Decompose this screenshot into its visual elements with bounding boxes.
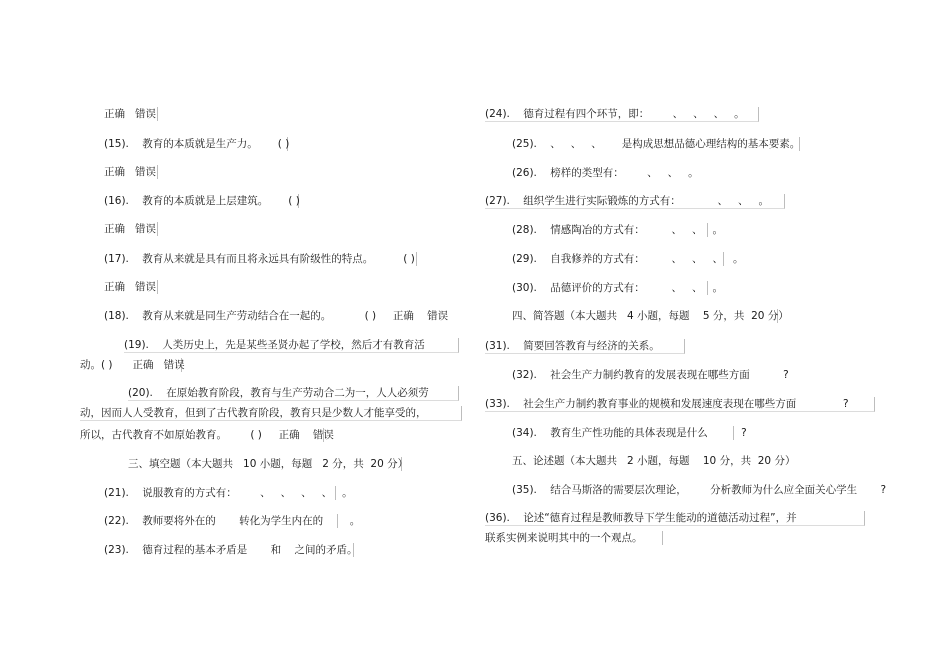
question-24: (24). 德育过程有四个环节，即： 、 、 、 。: [485, 107, 759, 122]
question-31: (31). 简要回答教育与经济的关系。: [485, 339, 685, 354]
question-16: (16). 教育的本质就是上层建筑。 ( ): [104, 195, 300, 207]
question-20-line1: (20). 在原始教育阶段，教育与生产劳动合二为一，人人必须劳: [128, 386, 459, 401]
question-19-line1: (19). 人类历史上，先是某些圣贤办起了学校，然后才有教育活: [124, 338, 459, 353]
question-32: (32). 社会生产力制约教育的发展表现在哪些方面 ?: [512, 369, 789, 381]
question-17: (17). 教育从来就是具有而且将永远具有阶级性的特点。 ( ): [104, 252, 417, 266]
question-29: (29). 自我修养的方式有： 、 、 、 。: [512, 253, 744, 265]
answer-options-15: 正确 错误: [104, 166, 157, 178]
question-18: (18). 教育从来就是同生产劳动结合在一起的。 ( ) 正确 错误: [104, 310, 449, 322]
question-30: (30). 品德评价的方式有： 、 、 。: [512, 282, 723, 294]
question-19-line2: 动。( ) 正确 错误: [80, 359, 185, 371]
question-28: (28). 情感陶冶的方式有： 、 、 。: [512, 224, 723, 236]
answer-options-16: 正确 错误: [104, 223, 157, 235]
answer-options-17: 正确 错误: [104, 281, 157, 293]
question-33: (33). 社会生产力制约教育事业的规模和发展速度表现在哪些方面 ?: [485, 397, 875, 412]
section-heading-essay: 五、论述题（本大题共 2 小题，每题 10 分，共 20 分）: [512, 455, 796, 467]
question-26: (26). 榜样的类型有： 、 、 。: [512, 167, 699, 179]
question-23: (23). 德育过程的基本矛盾是 和 之间的矛盾。: [104, 544, 358, 556]
question-36-line2: 联系实例来说明其中的一个观点。: [485, 531, 663, 545]
question-36-line1: (36). 论述“德育过程是教师教导下学生能动的道德活动过程”，并: [485, 511, 865, 526]
question-25: (25). 、 、 、 是构成思想品德心理结构的基本要素。: [512, 138, 801, 150]
question-20-line2: 动，因而人人受教育，但到了古代教育阶段，教育只是少数人才能享受的，: [80, 406, 462, 421]
question-35: (35). 结合马斯洛的需要层次理论， 分析教师为什么应全面关心学生 ?: [512, 484, 887, 496]
section-heading-fill-in: 三、填空题（本大题共 10 小题，每题 2 分，共 20 分）: [128, 458, 409, 470]
question-15: (15). 教育的本质就是生产力。 ( ): [104, 138, 290, 150]
question-22: (22). 教师要将外在的 转化为学生内在的 。: [104, 515, 361, 527]
question-34: (34). 教育生产性功能的具体表现是什么 ?: [512, 427, 747, 439]
question-20-line3: 所以，古代教育不如原始教育。 ( ) 正确 错误: [80, 429, 334, 441]
section-heading-short-answer: 四、简答题（本大题共 4 小题，每题 5 分，共 20 分）: [512, 310, 789, 322]
question-21: (21). 说服教育的方式有： 、 、 、 、 。: [104, 487, 353, 499]
answer-options-14: 正确 错误: [104, 108, 157, 120]
question-27: (27). 组织学生进行实际锻炼的方式有： 、 、 。: [485, 194, 785, 209]
